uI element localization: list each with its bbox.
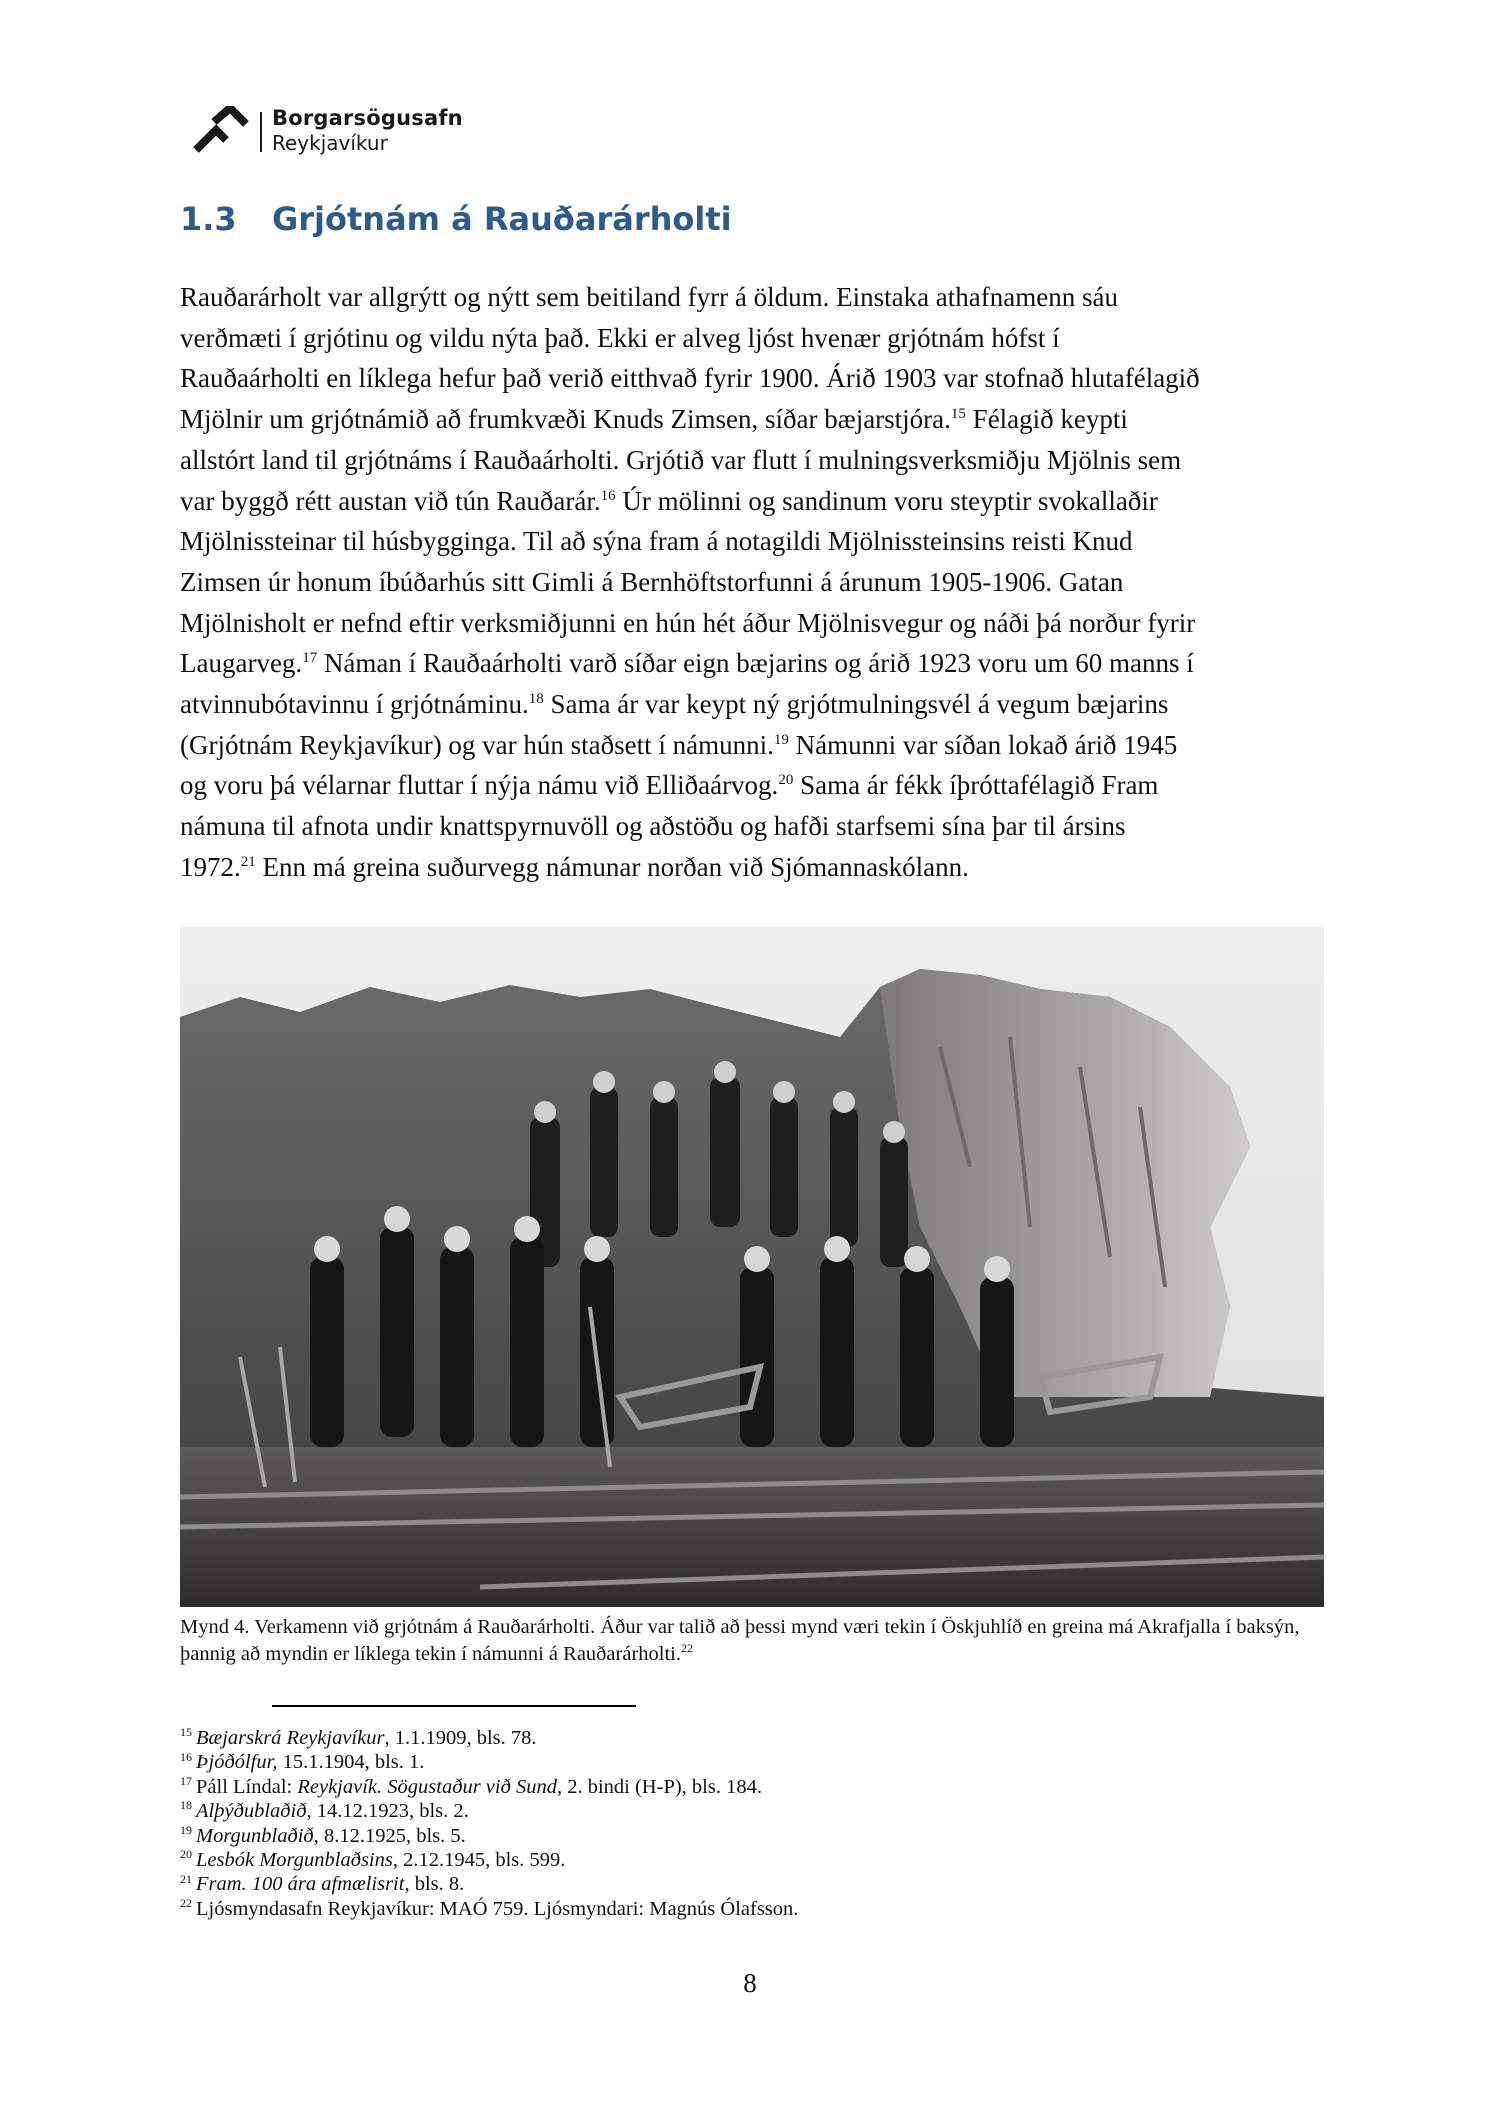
footnote: $^{15}$ Bæjarskrá Reykjavíkur, 1.1.1909, bls. 78.	[180, 1725, 537, 1749]
body-line: Rauðaárholti en líklega hefur það verið eitthvað fyrir 1900. Árið 1903 var stofnað hlutafélagið	[180, 363, 1200, 394]
footnote: $^{20}$ Lesbók Morgunblaðsins, 2.12.1945, bls. 599.	[180, 1847, 566, 1872]
body-line: Mjölnissteinar til húsbygginga. Til að sýna fram á notagildi Mjölnissteinsins reisti Knud	[180, 526, 1133, 557]
footnote-list	[180, 1726, 1330, 1921]
footnote: $^{17}$ Páll Líndal: Reykjavík. Sögustaður við Sund, 2. bindi (H-P), bls. 184.	[180, 1773, 762, 1798]
footnote: $^{22}$ Ljósmyndasafn Reykjavíkur: MAÓ 759. Ljósmyndari: Magnús Ólafsson.	[180, 1896, 799, 1920]
footnote-ref[interactable]: 21	[240, 853, 256, 870]
quarry-workers-photo	[180, 927, 1324, 1607]
roof-chevron-logo-icon	[192, 106, 250, 154]
logo-city: Reykjavíkur	[272, 131, 388, 155]
body-line: og voru þá vélarnar fluttar í nýja námu við Elliðaárvog.$^{20}$ Sama ár fékk íþróttafélagið Fram	[180, 770, 1159, 801]
body-line: Mjölnir um grjótnámið að frumkvæði Knuds Zimsen, síðar bæjarstjóra.$^{15}$ Félagið keypti	[180, 404, 1128, 435]
footnote: $^{21}$ Fram. 100 ára afmælisrit, bls. 8.	[180, 1871, 465, 1896]
section-number: 1.3	[180, 200, 237, 238]
header-logo	[192, 104, 472, 156]
footnote: $^{18}$ Alþýðublaðið, 14.12.1923, bls. 2.	[180, 1798, 469, 1823]
photo-quarry-floor	[180, 1447, 1324, 1607]
body-line: Mjölnisholt er nefnd eftir verksmiðjunni en hún hét áður Mjölnisvegur og náði þá norður fyrir	[180, 607, 1196, 638]
body-line: allstórt land til grjótnáms í Rauðaárholti. Grjótið var flutt í mulningsverksmiðju Mjölnis sem	[180, 444, 1182, 475]
section-title: Grjótnám á Rauðarárholti	[272, 200, 732, 238]
figure-caption: Mynd 4. Verkamenn við grjótnám á Rauðarárholti. Áður var talið að þessi mynd væri tekin í Öskjuhlíð en greina má Akrafjalla í baksýn, þannig að myndin er líklega tekin í námunni á Rauðarárholti.$^{22}$	[180, 1616, 1300, 1665]
footnote: $^{19}$ Morgunblaðið, 8.12.1925, bls. 5.	[180, 1822, 466, 1847]
body-line: Zimsen úr honum íbúðarhús sitt Gimli á Bernhöftstorfunni á árunum 1905-1906. Gatan	[180, 566, 1124, 597]
body-line: Rauðarárholt var allgrýtt og nýtt sem beitiland fyrr á öldum. Einstaka athafnamenn sáu	[180, 282, 1118, 312]
footnote-ref[interactable]: 15	[950, 406, 966, 423]
footnote-ref[interactable]: 18	[528, 691, 544, 708]
body-line: (Grjótnám Reykjavíkur) og var hún staðsett í námunni.$^{19}$ Námunni var síðan lokað árið 1945	[180, 729, 1178, 760]
body-line: verðmæti í grjótinu og vildu nýta það. Ekki er alveg ljóst hvenær grjótnám hófst í	[180, 322, 1060, 353]
body-paragraph	[180, 277, 1335, 888]
footnote-ref[interactable]: 19	[773, 731, 789, 748]
body-line: námuna til afnota undir knattspyrnuvöll og aðstöðu og hafði starfsemi sína þar til ársins	[180, 811, 1126, 842]
footnote-ref[interactable]: 22	[680, 1641, 693, 1656]
body-line: 1972.21 Enn má greina suðurvegg námunar norðan við Sjómannaskólann.	[180, 851, 969, 882]
body-line: Laugarveg.$^{17}$ Náman í Rauðaárholti varð síðar eign bæjarins og árið 1923 voru um 60 manns í	[180, 648, 1194, 679]
footnote-ref[interactable]: 16	[600, 487, 616, 504]
logo-divider	[260, 112, 262, 152]
logo-name: Borgarsögusafn	[272, 106, 463, 130]
page-number: 8	[743, 1968, 757, 1998]
footnote: $^{16}$ Þjóðólfur, 15.1.1904, bls. 1.	[180, 1749, 425, 1774]
footnote-separator	[272, 1705, 636, 1707]
footnote-ref[interactable]: 17	[302, 650, 318, 667]
footnote-ref[interactable]: 20	[778, 772, 794, 789]
body-line: var byggð rétt austan við tún Rauðarár.$^{16}$ Úr mölinni og sandinum voru steyptir svokallaðir	[180, 485, 1158, 516]
section-heading	[180, 200, 732, 238]
body-line: atvinnubótavinnu í grjótnáminu.$^{18}$ Sama ár var keypt ný grjótmulningsvél á vegum bæjarins	[180, 689, 1169, 720]
